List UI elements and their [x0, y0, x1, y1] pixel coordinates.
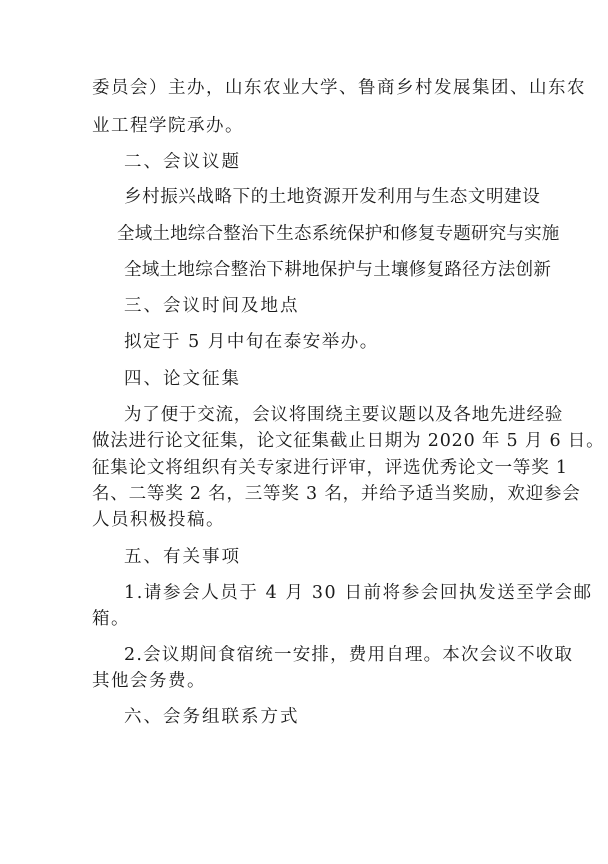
matter-2-line-2: 其他会务费。 [92, 671, 206, 691]
section-heading-matters: 五、有关事项 [124, 547, 241, 567]
papers-line-5: 人员积极投稿。 [92, 510, 225, 530]
papers-line-3: 征集论文将组织有关专家进行评审，评选优秀论文一等奖 1 [92, 458, 568, 478]
papers-line-4: 名、二等奖 2 名，三等奖 3 名，并给予适当奖励，欢迎参会 [92, 484, 581, 504]
section-heading-topics: 二、会议议题 [124, 152, 241, 172]
topic-item-3: 全域土地综合整治下耕地保护与土壤修复路径方法创新 [124, 260, 552, 280]
papers-line-2: 做法进行论文征集，论文征集截止日期为 2020 年 5 月 6 日。 [92, 431, 605, 451]
matter-2-line-1: 2.会议期间食宿统一安排，费用自理。本次会议不收取 [124, 645, 574, 665]
section-heading-contact: 六、会务组联系方式 [124, 707, 300, 727]
topic-item-2: 全域土地综合整治下生态系统保护和修复专题研究与实施 [117, 224, 560, 244]
intro-line-1: 委员会）主办，山东农业大学、鲁商乡村发展集团、山东农 [92, 78, 586, 98]
section-heading-papers: 四、论文征集 [124, 369, 241, 389]
matter-1-line-2: 箱。 [92, 609, 130, 629]
section-heading-time-place: 三、会议时间及地点 [124, 296, 300, 316]
papers-line-1: 为了便于交流，会议将围绕主要议题以及各地先进经验 [124, 405, 564, 425]
matter-1-line-1: 1.请参会人员于 4 月 30 日前将参会回执发送至学会邮 [124, 583, 593, 603]
intro-line-2: 业工程学院承办。 [92, 116, 244, 136]
time-place-text: 拟定于 5 月中旬在泰安举办。 [124, 332, 379, 352]
topic-item-1: 乡村振兴战略下的土地资源开发利用与生态文明建设 [124, 187, 541, 207]
